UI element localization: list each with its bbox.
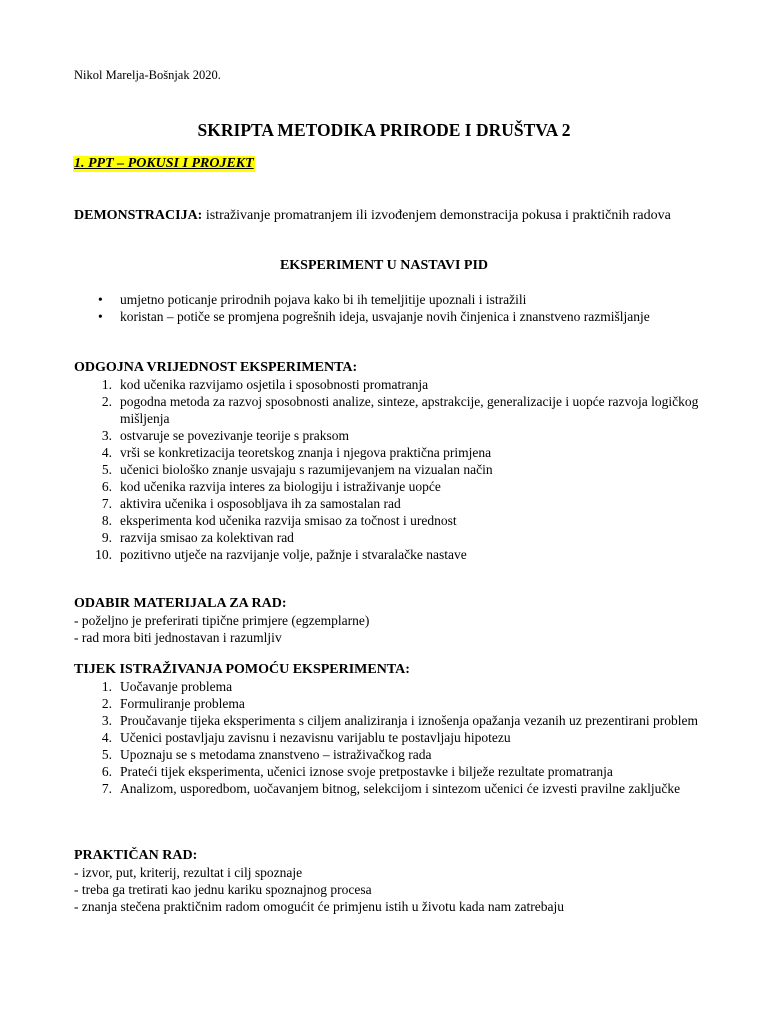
bullet-list-block (74, 291, 704, 325)
demonstration-text: istraživanje promatranjem ili izvođenjem demonstracija pokusa i praktičnih radova (202, 208, 671, 223)
list-item-text: aktivira učenika i osposobljava ih za samostalan rad (120, 496, 401, 511)
list-item-text: kod učenika razvijamo osjetila i sposobnosti promatranja (120, 377, 429, 392)
odgojna-item (74, 512, 704, 529)
odgojna-item (74, 376, 704, 393)
list-item-text: Učenici postavljaju zavisnu i nezavisnu varijablu te postavljaju hipotezu (120, 730, 511, 745)
prakticni-line: - treba ga tretirati kao jednu kariku spoznajnog procesa (74, 882, 372, 897)
list-item-text: Prateći tijek eksperimenta, učenici iznose svoje pretpostavke i bilježe rezultate promatranja (120, 764, 613, 779)
demonstration-label: DEMONSTRACIJA: (74, 208, 203, 223)
list-number: 1. (101, 679, 112, 694)
list-number: 3. (101, 713, 112, 728)
odgojna-item (74, 393, 704, 427)
odgojna-item (74, 427, 704, 444)
odgojna-item (74, 529, 704, 546)
list-number: 4. (101, 730, 112, 745)
list-item-text: Formuliranje problema (120, 696, 245, 711)
list-item-text: eksperimenta kod učenika razvija smisao za točnost i urednost (120, 513, 457, 528)
list-number: 2. (101, 696, 112, 711)
list-number: 6. (101, 764, 112, 779)
list-item-text: ostvaruje se povezivanje teorije s praksom (120, 428, 350, 443)
tijek-section (74, 661, 704, 797)
author-line: Nikol Marelja-Bošnjak 2020. (74, 68, 221, 82)
odgojna-section (74, 359, 704, 563)
odabir-section (74, 595, 704, 646)
section-heading-highlighted: 1. PPT – POKUSI I PROJEKT (74, 156, 254, 171)
prakticni-line: - izvor, put, kriterij, rezultat i cilj spoznaje (74, 865, 303, 880)
list-number: 7. (101, 496, 112, 511)
odgojna-item (74, 444, 704, 461)
list-item-text: kod učenika razvija interes za biologiju i istraživanje uopće (120, 479, 441, 494)
list-number: 7. (101, 781, 112, 796)
odabir-line: - poželjno je preferirati tipične primjere (egzemplarne) (74, 613, 370, 628)
prakticni-line: - znanja stečena praktičnim radom omogućit će primjenu istih u životu kada nam zatrebaju (74, 899, 564, 914)
list-number: 10. (95, 547, 112, 562)
list-number: 9. (101, 530, 112, 545)
bullet-text: koristan – potiče se promjena pogrešnih ideja, usvajanje novih činjenica i znanstveno razmišljanje (120, 309, 650, 324)
odabir-heading: ODABIR MATERIJALA ZA RAD: (74, 596, 287, 611)
tijek-heading: TIJEK ISTRAŽIVANJA POMOĆU EKSPERIMENTA: (74, 662, 410, 677)
bullet-item (74, 291, 704, 308)
bullet-text: umjetno poticanje prirodnih pojava kako bi ih temeljitije upoznali i istražili (120, 292, 527, 307)
odgojna-heading: ODGOJNA VRIJEDNOST EKSPERIMENTA: (74, 360, 358, 375)
document-title: SKRIPTA METODIKA PRIRODE I DRUŠTVA 2 (197, 120, 571, 140)
list-item-text: vrši se konkretizacija teoretskog znanja i njegova praktična primjena (120, 445, 492, 460)
list-item-text: pogodna metoda za razvoj sposobnosti analize, sinteze, apstrakcije, generalizacije i uopće razvoja logičkog mišljenja (120, 394, 699, 426)
odabir-line: - rad mora biti jednostavan i razumljiv (74, 630, 282, 645)
list-number: 5. (101, 747, 112, 762)
bullet-dot-icon: • (98, 309, 103, 324)
tijek-item (74, 678, 704, 695)
list-item-text: razvija smisao za kolektivan rad (120, 530, 294, 545)
list-item-text: Uočavanje problema (120, 679, 233, 694)
tijek-item (74, 695, 704, 712)
tijek-list (74, 678, 704, 797)
prakticni-section (74, 847, 704, 915)
list-number: 3. (101, 428, 112, 443)
list-number: 1. (101, 377, 112, 392)
odgojna-list (74, 376, 704, 563)
list-number: 4. (101, 445, 112, 460)
list-item-text: pozitivno utječe na razvijanje volje, pažnje i stvaralačke nastave (120, 547, 467, 562)
demonstration-paragraph (74, 207, 704, 224)
odgojna-item (74, 461, 704, 478)
odgojna-item (74, 546, 704, 563)
bullet-item (74, 308, 704, 325)
list-item-text: učenici biološko znanje usvajaju s razumijevanjem na vizualan način (120, 462, 493, 477)
list-number: 8. (101, 513, 112, 528)
odgojna-item (74, 478, 704, 495)
bullet-list (74, 291, 704, 325)
list-item-text: Upoznaju se s metodama znanstveno – istraživačkog rada (120, 747, 432, 762)
list-item-text: Analizom, usporedbom, uočavanjem bitnog, selekcijom i sintezom učenici će izvesti pravilne zaključke (120, 781, 681, 796)
list-number: 2. (101, 394, 112, 409)
tijek-item (74, 780, 704, 797)
subtitle-experiment: EKSPERIMENT U NASTAVI PID (279, 258, 489, 273)
list-item-text: Proučavanje tijeka eksperimenta s ciljem analiziranja i iznošenja opažanja vezanih uz prezentirani problem (120, 713, 698, 728)
tijek-item (74, 729, 704, 746)
list-number: 5. (101, 462, 112, 477)
bullet-dot-icon: • (98, 292, 103, 307)
tijek-item (74, 763, 704, 780)
tijek-item (74, 746, 704, 763)
list-number: 6. (101, 479, 112, 494)
odgojna-item (74, 495, 704, 512)
prakticni-heading: PRAKTIČAN RAD: (74, 848, 198, 863)
tijek-item (74, 712, 704, 729)
